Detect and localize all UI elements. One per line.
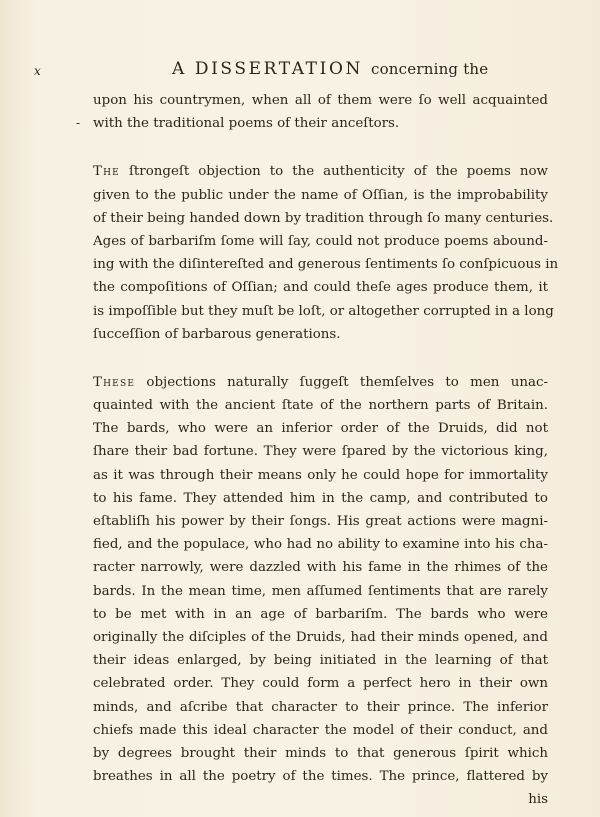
paragraph-1 — [93, 89, 548, 135]
paragraph-lead: The — [93, 164, 120, 180]
body-text — [93, 89, 559, 811]
text-line: by degrees brought their minds to that generous ſpirit which — [93, 745, 548, 761]
paragraph-2 — [93, 160, 559, 346]
text-line: minds, and aſcribe that character to their prince. The inferior — [93, 699, 548, 715]
page-number: x — [34, 64, 41, 78]
text-line: originally the diſciples of the Druids, had their minds opened, and — [93, 629, 548, 645]
text-line: as it was through their means only he could hope for immortality — [93, 467, 548, 483]
text-line: chiefs made this ideal character the model of their conduct, and — [93, 722, 548, 738]
text-line: quainted with the ancient ſtate of the northern parts of Britain. — [93, 398, 548, 414]
text-line: breathes in all the poetry of the times. The prince, flattered by — [93, 769, 548, 785]
text-line: their ideas enlarged, by being initiated in the learning of that — [93, 653, 548, 669]
text-line: to his fame. They attended him in the camp, and contributed to — [93, 490, 548, 506]
text-line: ſucceſſion of barbarous generations. — [93, 326, 341, 342]
running-head-title: A DISSERTATION — [172, 59, 363, 79]
text-line: the compoſitions of Oſſian; and could theſe ages produce them, it — [93, 280, 548, 296]
paragraph-3 — [93, 371, 548, 788]
text-line: is impoſſible but they muſt be loſt, or altogether corrupted in a long — [93, 303, 554, 319]
text-line: eſtabliſh his power by their ſongs. His great actions were magni- — [93, 514, 548, 529]
margin-mark: - — [76, 116, 81, 130]
text-line: upon his countrymen, when all of them were ſo well acquainted — [93, 93, 548, 108]
text-line: given to the public under the name of Oſſian, is the improbability — [93, 187, 548, 203]
text-line: The bards, who were an inferior order of the Druids, did not — [93, 421, 548, 437]
text-line-rest: ſtrongeſt objection to the authenticity of the poems now — [119, 164, 548, 180]
text-line — [93, 371, 548, 394]
paragraph-lead: These — [93, 374, 136, 390]
text-line: racter narrowly, were dazzled with his fame in the rhimes of the — [93, 560, 548, 576]
text-line: ſhare their bad fortune. They were ſpared by the victorious king, — [93, 444, 548, 460]
text-line: ing with the diſintereſted and generous ſentiments ſo conſpicuous in — [93, 257, 559, 273]
text-line: bards. In the mean time, men aſſumed ſentiments that are rarely — [93, 583, 548, 599]
running-head-tail: concerning the — [370, 60, 489, 78]
catchword: his — [528, 792, 548, 808]
text-line: Ages of barbariſm ſome will ſay, could not produce poems abound- — [93, 233, 548, 249]
text-line: to be met with in an age of barbariſm. The bards who were — [93, 606, 548, 622]
text-line: of their being handed down by tradition through ſo many centuries. — [93, 210, 554, 226]
running-head — [172, 59, 488, 79]
text-line: fied, and the populace, who had no ability to examine into his cha- — [93, 537, 548, 553]
text-line — [93, 160, 548, 183]
text-line-rest: objections naturally ſuggeſt themſelves to men unac- — [135, 374, 548, 390]
text-line: with the traditional poems of their anceſtors. — [93, 116, 400, 132]
text-line: celebrated order. They could form a perfect hero in their own — [93, 676, 548, 692]
